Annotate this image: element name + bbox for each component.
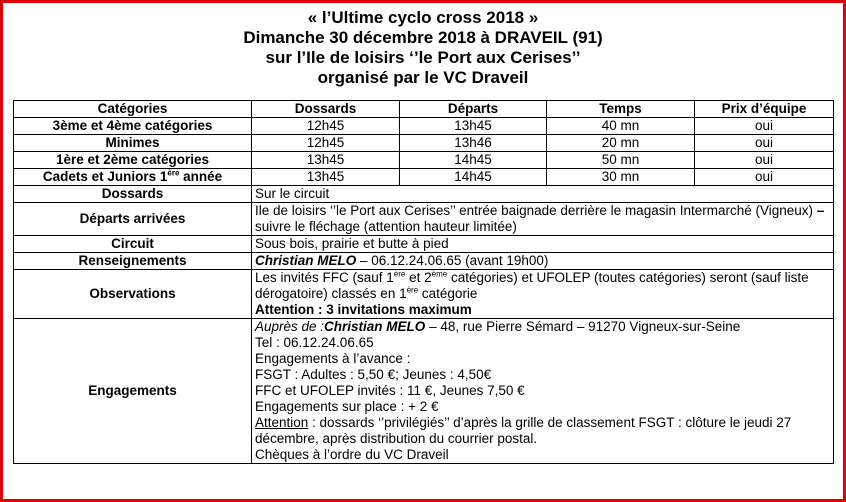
dossards-cell: 12h45 bbox=[252, 135, 400, 152]
obs-text: et 2 bbox=[405, 270, 432, 285]
table-row bbox=[14, 152, 834, 169]
obs-sup: ère bbox=[393, 269, 406, 279]
event-header bbox=[0, 8, 846, 88]
category-text: Cadets et Juniors 1 bbox=[42, 169, 168, 184]
event-date: Dimanche 30 décembre 2018 à DRAVEIL (91) bbox=[243, 28, 603, 47]
departs-cell: 14h45 bbox=[400, 169, 547, 186]
table-header-row bbox=[14, 101, 834, 118]
eng-avance: Engagements à l’avance : bbox=[255, 351, 411, 366]
dossards-label: Dossards bbox=[14, 186, 252, 203]
table-row bbox=[14, 169, 834, 186]
eng-cheques: Chèques à l’ordre du VC Draveil bbox=[255, 447, 449, 462]
departs-value bbox=[252, 203, 834, 236]
departs-cell: 14h45 bbox=[400, 152, 547, 169]
departs-row bbox=[14, 203, 834, 236]
engagements-value bbox=[252, 319, 834, 464]
temps-cell: 40 mn bbox=[547, 118, 695, 135]
event-title: « l’Ultime cyclo cross 2018 » bbox=[307, 8, 539, 27]
category-text-end: année bbox=[179, 169, 223, 184]
col-header-dossards: Dossards bbox=[252, 101, 400, 118]
observations-label: Observations bbox=[14, 270, 252, 319]
departs-label: Départs arrivées bbox=[14, 203, 252, 236]
prix-cell: oui bbox=[695, 169, 834, 186]
category-cell bbox=[14, 169, 252, 186]
eng-surplace: Engagements sur place : + 2 € bbox=[255, 399, 439, 414]
event-organizer: organisé par le VC Draveil bbox=[317, 68, 529, 87]
dossards-cell: 12h45 bbox=[252, 118, 400, 135]
dossards-cell: 13h45 bbox=[252, 169, 400, 186]
dossards-row bbox=[14, 186, 834, 203]
engagements-label: Engagements bbox=[14, 319, 252, 464]
departs-dash: – bbox=[816, 203, 825, 218]
eng-tel: Tel : 06.12.24.06.65 bbox=[255, 335, 374, 350]
obs-sup: ère bbox=[406, 285, 419, 295]
contact-phone: – 06.12.24.06.65 (avant 19h00) bbox=[356, 253, 549, 268]
prix-cell: oui bbox=[695, 135, 834, 152]
departs-cell: 13h45 bbox=[400, 118, 547, 135]
col-header-departs: Départs bbox=[400, 101, 547, 118]
table-row bbox=[14, 118, 834, 135]
eng-contact-name: Christian MELO bbox=[324, 319, 426, 334]
eng-address: – 48, rue Pierre Sémard – 91270 Vigneux-sur-Seine bbox=[425, 319, 741, 334]
departs-cell: 13h46 bbox=[400, 135, 547, 152]
renseignements-value bbox=[252, 253, 834, 270]
dossards-cell: 13h45 bbox=[252, 152, 400, 169]
table-row bbox=[14, 135, 834, 152]
engagements-row bbox=[14, 319, 834, 464]
col-header-temps: Temps bbox=[547, 101, 695, 118]
category-cell: Minimes bbox=[14, 135, 252, 152]
temps-cell: 30 mn bbox=[547, 169, 695, 186]
departs-text-end: suivre le fléchage (attention hauteur limitée) bbox=[255, 219, 517, 234]
prix-cell: oui bbox=[695, 152, 834, 169]
renseignements-row bbox=[14, 253, 834, 270]
temps-cell: 50 mn bbox=[547, 152, 695, 169]
category-superscript: ère bbox=[167, 168, 180, 178]
eng-attention bbox=[255, 415, 830, 447]
renseignements-label: Renseignements bbox=[14, 253, 252, 270]
prix-cell: oui bbox=[695, 118, 834, 135]
category-cell: 3ème et 4ème catégories bbox=[14, 118, 252, 135]
dossards-value: Sur le circuit bbox=[252, 186, 834, 203]
col-header-prix: Prix d’équipe bbox=[695, 101, 834, 118]
obs-text: catégories) et UFOLEP (toutes catégories) seront (sauf liste dérogatoire) classés en 1 bbox=[255, 270, 809, 301]
eng-contact-line bbox=[255, 319, 830, 335]
departs-text: Ile de loisirs ‘’le Port aux Cerises’’ entrée baignade derrière le magasin Intermarché (Vigneux) bbox=[255, 203, 817, 218]
event-venue: sur l’Ile de loisirs ‘’le Port aux Cerises’’ bbox=[265, 48, 581, 67]
contact-name: Christian MELO bbox=[255, 253, 357, 268]
observations-row bbox=[14, 270, 834, 319]
obs-text: Les invités FFC (sauf 1 bbox=[255, 270, 394, 285]
eng-ffc: FFC et UFOLEP invités : 11 €, Jeunes 7,50 € bbox=[255, 383, 525, 398]
temps-cell: 20 mn bbox=[547, 135, 695, 152]
obs-attention: Attention : 3 invitations maximum bbox=[255, 302, 472, 317]
circuit-row bbox=[14, 236, 834, 253]
eng-fsgt: FSGT : Adultes : 5,50 €; Jeunes : 4,50€ bbox=[255, 367, 492, 382]
eng-attention-text: : dossards ‘’privilégiés’’ d’après la grille de classement FSGT : clôture le jeudi 27 décembre, après distribution du courrier postal. bbox=[255, 415, 792, 446]
col-header-categories: Catégories bbox=[14, 101, 252, 118]
category-cell: 1ère et 2ème catégories bbox=[14, 152, 252, 169]
eng-aupres: Auprès de : bbox=[255, 319, 325, 334]
circuit-label: Circuit bbox=[14, 236, 252, 253]
eng-attention-label: Attention bbox=[255, 415, 309, 430]
event-info-table bbox=[13, 100, 834, 464]
obs-text: catégorie bbox=[418, 286, 478, 301]
circuit-value: Sous bois, prairie et butte à pied bbox=[252, 236, 834, 253]
observations-value bbox=[252, 270, 834, 319]
obs-sup: ème bbox=[431, 269, 448, 279]
